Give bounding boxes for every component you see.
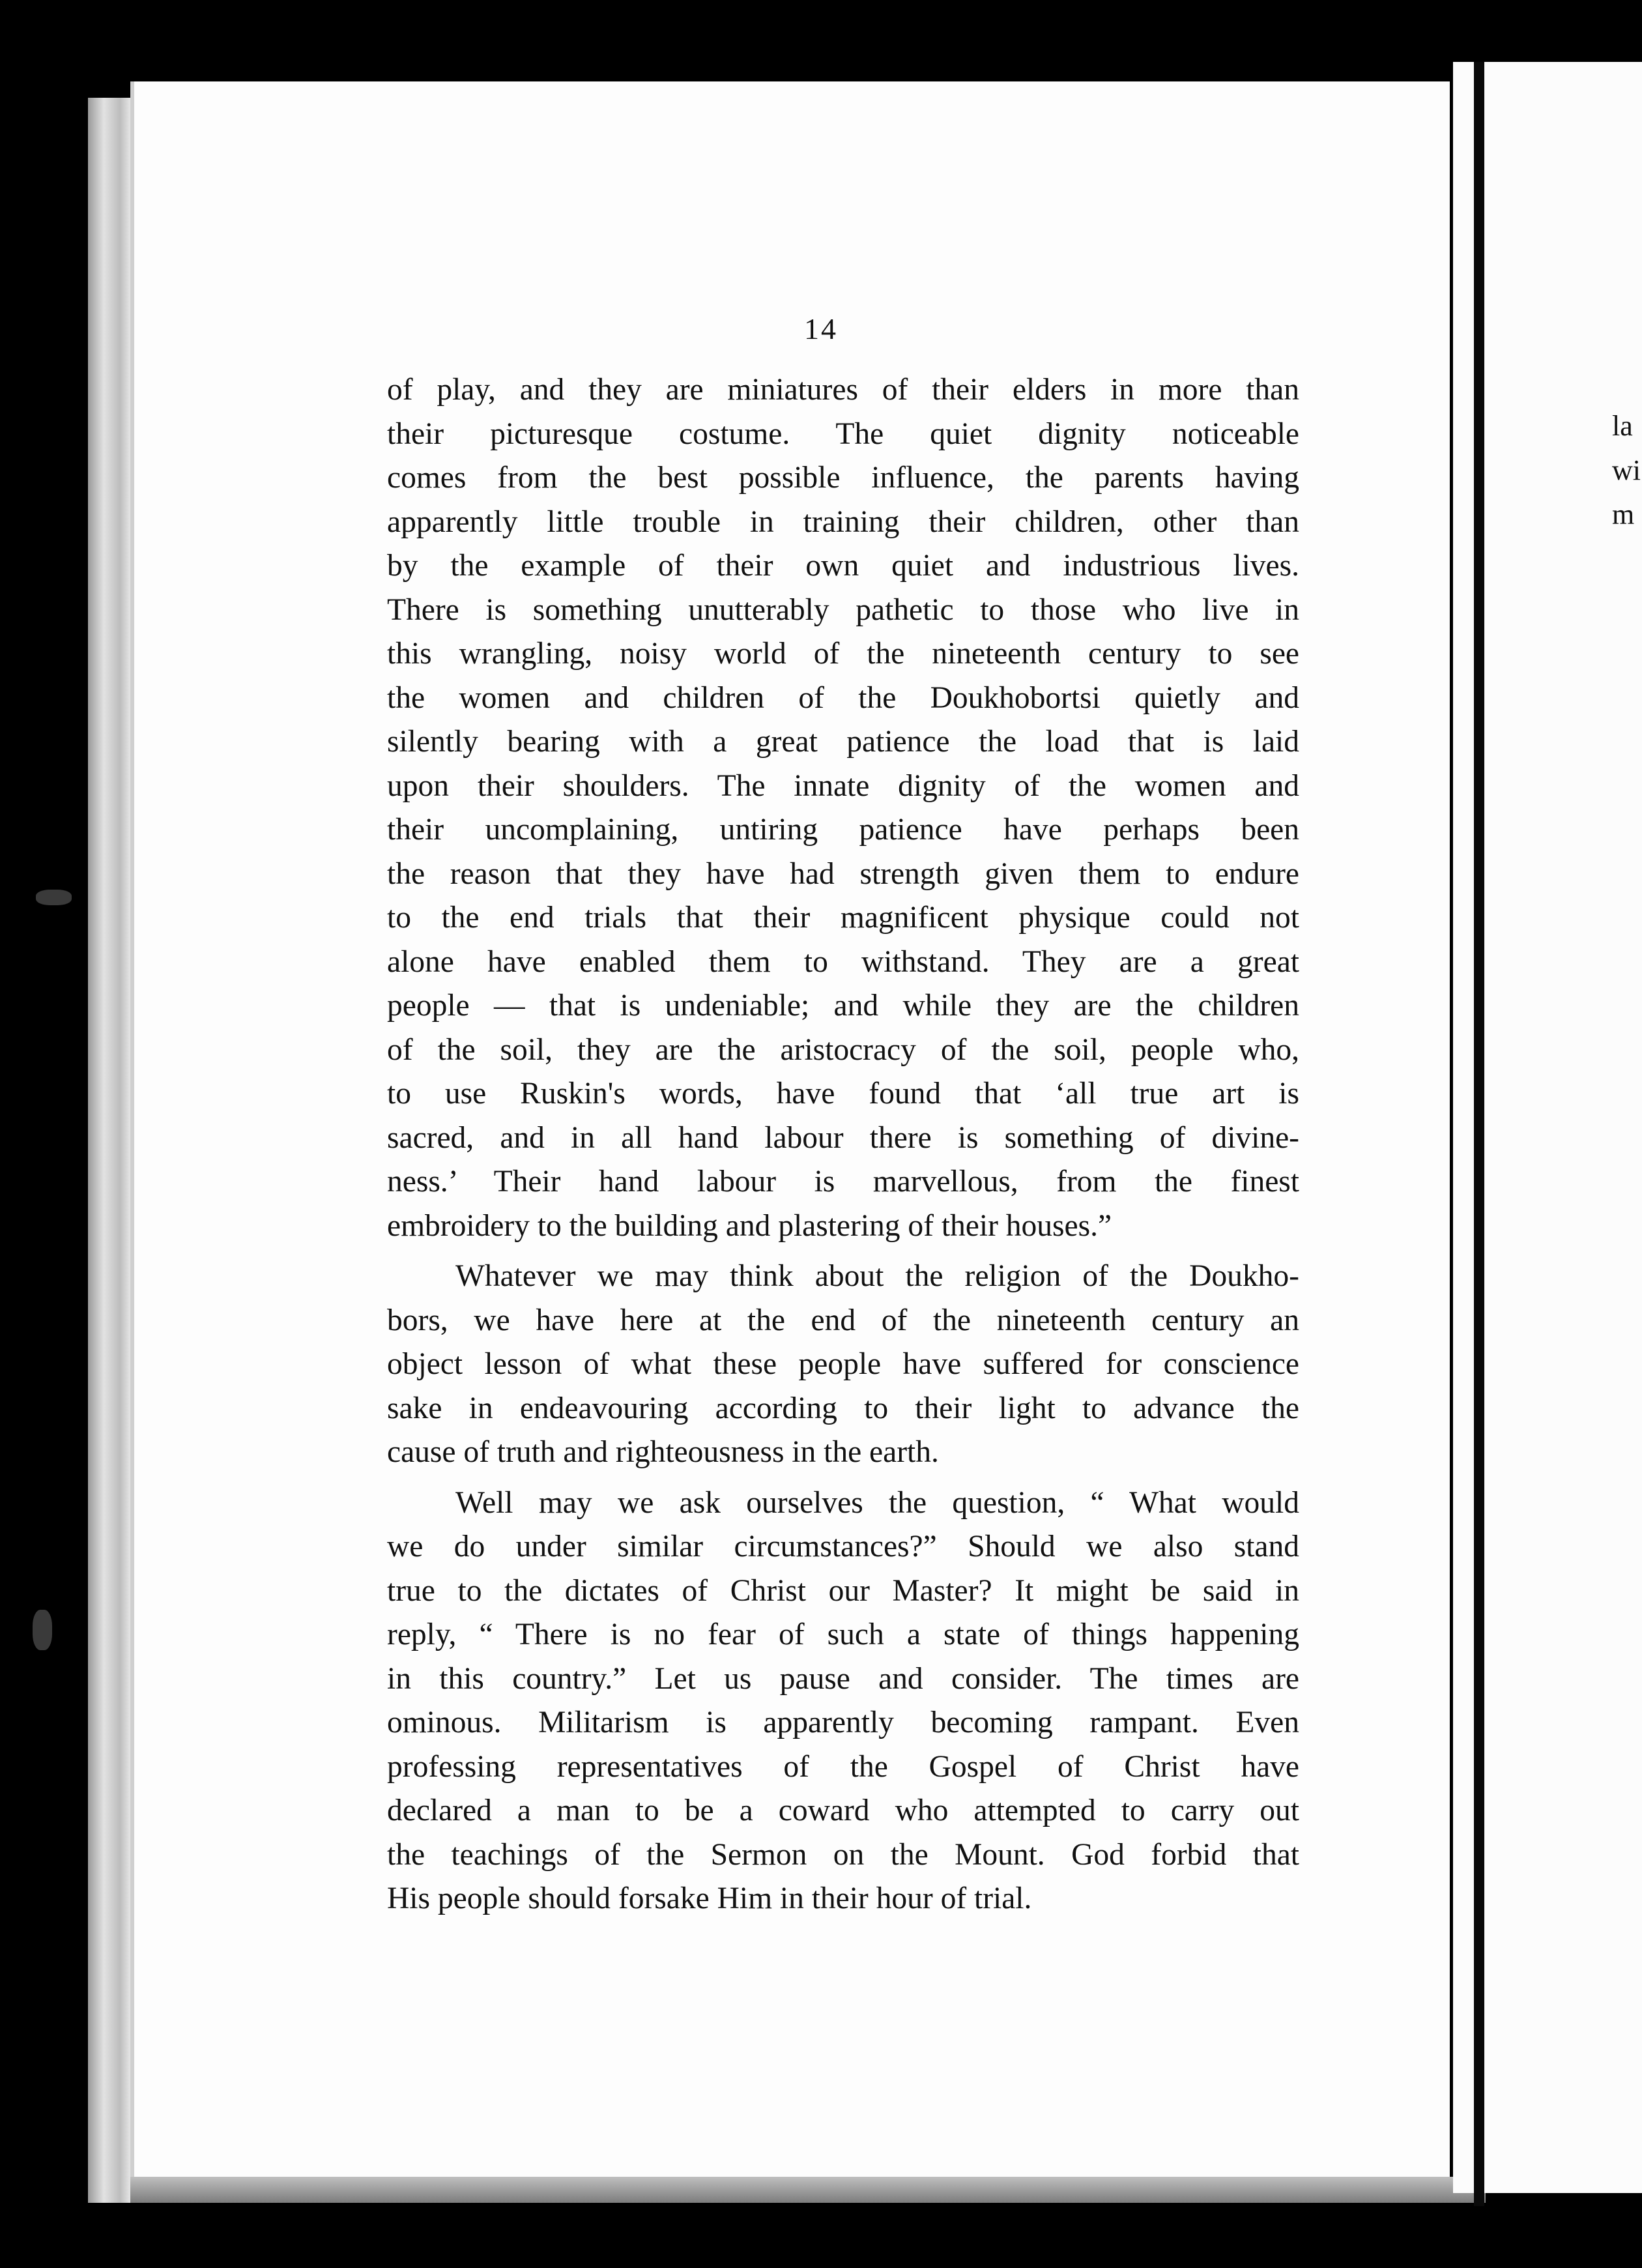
margin-mark-lower bbox=[33, 1610, 52, 1650]
text-line: declared a man to be a coward who attempted to carry out bbox=[387, 1794, 1299, 1827]
text-line: silently bearing with a great patience the load that is laid bbox=[387, 725, 1299, 759]
text-line: Whatever we may think about the religion of the Doukho- bbox=[455, 1259, 1299, 1293]
page-number: 14 bbox=[804, 312, 838, 345]
book-gutter bbox=[1474, 62, 1484, 2206]
paragraph bbox=[387, 1481, 1299, 1921]
book-left-edge bbox=[88, 98, 134, 2203]
text-line: by the example of their own quiet and industrious lives. bbox=[387, 549, 1299, 583]
text-line: Well may we ask ourselves the question, “ What would bbox=[455, 1485, 1299, 1520]
text-line: we do under similar circumstances?” Should we also stand bbox=[387, 1530, 1299, 1563]
text-line: their picturesque costume. The quiet dignity noticeable bbox=[387, 416, 1299, 451]
text-line: to use Ruskin's words, have found that ‘all true art is bbox=[387, 1077, 1299, 1111]
paragraph bbox=[387, 1255, 1299, 1475]
text-line: embroidery to the building and plastering of their houses.” bbox=[387, 1208, 1112, 1243]
text-line: of the soil, they are the aristocracy of the soil, people who, bbox=[387, 1032, 1299, 1067]
text-line: the women and children of the Doukhobortsi quietly and bbox=[387, 680, 1299, 715]
margin-mark-upper bbox=[36, 890, 72, 905]
text-line: There is something unutterably pathetic to those who live in bbox=[387, 592, 1299, 627]
facing-page-fragment: m bbox=[1612, 499, 1635, 531]
text-line: ominous. Militarism is apparently becoming rampant. Even bbox=[387, 1706, 1299, 1739]
paragraph bbox=[387, 368, 1299, 1248]
text-line: people — that is undeniable; and while they are the children bbox=[387, 989, 1299, 1023]
text-line: professing representatives of the Gospel of Christ have bbox=[387, 1749, 1299, 1784]
text-line: of play, and they are miniatures of their elders in more than bbox=[387, 373, 1299, 407]
text-line: cause of truth and righteousness in the earth. bbox=[387, 1435, 939, 1469]
text-line: apparently little trouble in training their children, other than bbox=[387, 504, 1299, 539]
text-line: alone have enabled them to withstand. They are a great bbox=[387, 944, 1299, 979]
body-text bbox=[387, 368, 1299, 1921]
book-bottom-edge bbox=[130, 2177, 1486, 2203]
text-line: ness.’ Their hand labour is marvellous, from the finest bbox=[387, 1165, 1299, 1199]
text-line: upon their shoulders. The innate dignity of the women and bbox=[387, 768, 1299, 803]
facing-page-fragment: la bbox=[1612, 410, 1633, 442]
text-line: His people should forsake Him in their hour of trial. bbox=[387, 1882, 1032, 1915]
text-line: reply, “ There is no fear of such a state of things happening bbox=[387, 1618, 1299, 1651]
text-line: their uncomplaining, untiring patience have perhaps been bbox=[387, 813, 1299, 847]
text-line: object lesson of what these people have suffered for conscience bbox=[387, 1347, 1299, 1381]
text-line: the teachings of the Sermon on the Mount. God forbid that bbox=[387, 1837, 1299, 1872]
text-line: to the end trials that their magnificent physique could not bbox=[387, 901, 1299, 935]
text-line: true to the dictates of Christ our Master? It might be said in bbox=[387, 1573, 1299, 1608]
facing-page-fragment: wi bbox=[1612, 454, 1641, 486]
text-line: bors, we have here at the end of the nineteenth century an bbox=[387, 1303, 1299, 1337]
text-line: this wrangling, noisy world of the nineteenth century to see bbox=[387, 637, 1299, 671]
text-line: comes from the best possible influence, the parents having bbox=[387, 461, 1299, 495]
text-line: sake in endeavouring according to their light to advance the bbox=[387, 1391, 1299, 1425]
text-line: sacred, and in all hand labour there is something of divine- bbox=[387, 1120, 1299, 1155]
text-line: the reason that they have had strength given them to endure bbox=[387, 856, 1299, 891]
text-line: in this country.” Let us pause and consider. The times are bbox=[387, 1661, 1299, 1696]
